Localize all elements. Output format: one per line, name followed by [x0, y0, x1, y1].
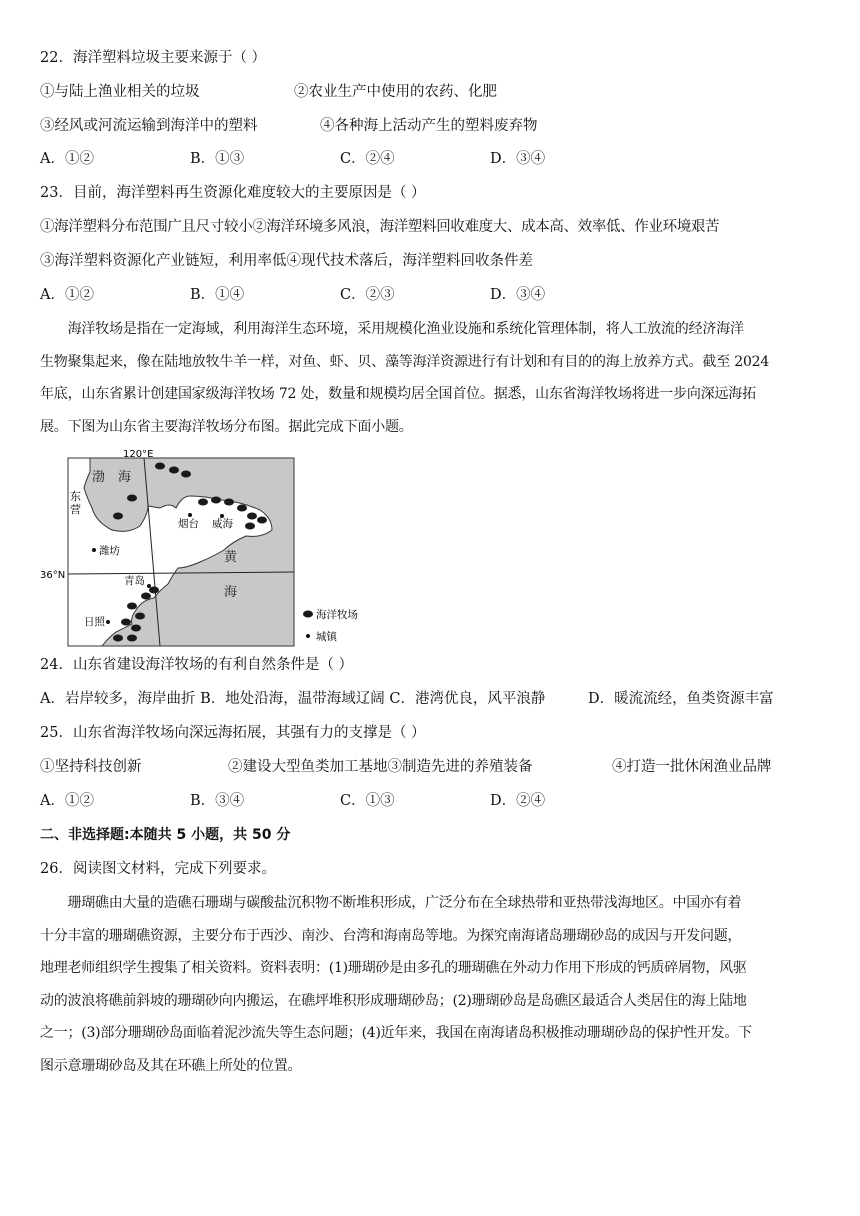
- section-heading: 二、非选择题:本随共 5 小题，共 50 分: [40, 827, 291, 843]
- q22-statement-2: ②农业生产中使用的农药、化肥: [294, 84, 497, 100]
- ocean-ranch-marker: [113, 513, 123, 520]
- ocean-ranch-marker: [149, 587, 159, 594]
- ocean-ranch-marker: [127, 603, 137, 610]
- shandong-ocean-ranch-map: [36, 450, 376, 650]
- q25-statement-4: ④打造一批休闲渔业品牌: [612, 759, 772, 775]
- ocean-ranch-marker: [247, 513, 257, 520]
- q22-statement-4: ④各种海上活动产生的塑料废弃物: [320, 118, 538, 134]
- map-lon-label: 120°E: [123, 450, 154, 460]
- q25-statement-1: ①坚持科技创新: [40, 759, 142, 775]
- ocean-ranch-marker: [141, 593, 151, 600]
- ocean-ranch-marker: [211, 497, 221, 504]
- ocean-ranch-marker: [224, 499, 234, 506]
- passage-line: 动的波浪将礁前斜坡的珊瑚砂向内搬运，在礁坪堆积形成珊瑚砂岛；(2)珊瑚砂岛是岛礁区最适合人类居住的海上陆地: [40, 992, 747, 1009]
- passage-line: 年底，山东省累计创建国家级海洋牧场 72 处，数量和规模均居全国首位。据悉，山东省海洋牧场将进一步向深远海拓: [40, 386, 756, 402]
- q23-option-d: D．③④: [490, 287, 546, 303]
- legend-ranch-symbol: [303, 611, 313, 618]
- map-city-weihai: 威海: [212, 518, 233, 530]
- map-city-yantai: 烟台: [178, 518, 199, 530]
- passage-line: 展。下图为山东省主要海洋牧场分布图。据此完成下面小题。: [40, 418, 413, 435]
- passage-line: 十分丰富的珊瑚礁资源，主要分布于西沙、南沙、台湾和海南岛等地。为探究南海诸岛珊瑚砂岛的成因与开发问题，: [40, 927, 742, 944]
- map-huanghai-label-2: 海: [224, 585, 238, 600]
- q25-option-d: D．②④: [490, 793, 546, 809]
- q23-statements-line2: ③海洋塑料资源化产业链短，利用率低④现代技术落后，海洋塑料回收条件差: [40, 253, 533, 269]
- passage-ocean-ranch: [40, 313, 820, 443]
- q24-option-d: D．暖流流经，鱼类资源丰富: [588, 691, 774, 707]
- map-town-marker: [106, 620, 110, 624]
- ocean-ranch-marker: [131, 625, 141, 632]
- q25-stem: 25．山东省海洋牧场向深远海拓展，其强有力的支撑是（ ）: [40, 725, 426, 741]
- legend-town-label: 城镇: [316, 631, 337, 643]
- map-city-weifang: 潍坊: [99, 545, 120, 557]
- legend-ranch-label: 海洋牧场: [316, 609, 358, 621]
- q23-option-b: B．①④: [190, 287, 245, 303]
- q24-options-abc: A．岩岸较多，海岸曲折 B．地处沿海，温带海域辽阔 C．港湾优良，风平浪静: [40, 691, 546, 707]
- ocean-ranch-marker: [245, 523, 255, 530]
- passage-line: 之一；(3)部分珊瑚砂岛面临着泥沙流失等生态问题；(4)近年来，我国在南海诸岛积极推动珊瑚砂岛的保护性开发。下: [40, 1025, 752, 1041]
- ocean-ranch-marker: [113, 635, 123, 642]
- ocean-ranch-marker: [181, 471, 191, 478]
- map-town-marker: [92, 548, 96, 552]
- q22-option-d: D．③④: [490, 151, 546, 167]
- q25-option-b: B．③④: [190, 793, 245, 809]
- map-huanghai-label-1: 黄: [224, 550, 238, 565]
- q23-stem: 23．目前，海洋塑料再生资源化难度较大的主要原因是（ ）: [40, 185, 426, 201]
- map-city-dongying-1: 东: [70, 490, 81, 503]
- passage-coral-island: [40, 887, 820, 1082]
- passage-line: 珊瑚礁由大量的造礁石珊瑚与碳酸盐沉积物不断堆积形成，广泛分布在全球热带和亚热带浅海地区。中国亦有着: [40, 895, 742, 911]
- map-bohai-label-1: 渤: [92, 470, 106, 485]
- q22-statement-1: ①与陆上渔业相关的垃圾: [40, 84, 200, 100]
- ocean-ranch-marker: [121, 619, 131, 626]
- ocean-ranch-marker: [257, 517, 267, 524]
- ocean-ranch-marker: [198, 499, 208, 506]
- passage-line: 生物聚集起来，像在陆地放牧牛羊一样，对鱼、虾、贝、藻等海洋资源进行有计划和有目的的海上放养方式。截至 2024: [40, 353, 770, 370]
- q23-statements-line1: ①海洋塑料分布范围广且尺寸较小②海洋环境多风浪，海洋塑料回收难度大、成本高、效率低、作业环境艰苦: [40, 219, 720, 235]
- map-lat-label: 36°N: [40, 570, 66, 581]
- passage-line: 海洋牧场是指在一定海域，利用海洋生态环境，采用规模化渔业设施和系统化管理体制，将人工放流的经济海洋: [40, 321, 744, 337]
- map-city-rizhao: 日照: [84, 616, 105, 628]
- map-town-marker: [147, 584, 151, 588]
- ocean-ranch-marker: [169, 467, 179, 474]
- q22-option-b: B．①③: [190, 151, 245, 167]
- legend-town-symbol: [306, 634, 310, 638]
- map-town-marker: [188, 513, 192, 517]
- map-city-qingdao: 青岛: [124, 575, 145, 587]
- q22-option-a: A．①②: [40, 151, 94, 167]
- ocean-ranch-marker: [155, 463, 165, 470]
- q23-option-c: C．②③: [340, 287, 395, 303]
- map-city-dongying-2: 营: [70, 503, 81, 516]
- ocean-ranch-marker: [237, 505, 247, 512]
- q25-statement-2-3: ②建设大型鱼类加工基地③制造先进的养殖装备: [228, 759, 533, 775]
- q23-option-a: A．①②: [40, 287, 94, 303]
- q25-option-c: C．①③: [340, 793, 395, 809]
- q25-option-a: A．①②: [40, 793, 94, 809]
- ocean-ranch-marker: [135, 613, 145, 620]
- q24-stem: 24．山东省建设海洋牧场的有利自然条件是（ ）: [40, 657, 354, 673]
- passage-line: 地理老师组织学生搜集了相关资料。资料表明：(1)珊瑚砂是由多孔的珊瑚礁在外动力作用下形成的钙质碎屑物，风驱: [40, 960, 747, 976]
- q22-option-c: C．②④: [340, 151, 395, 167]
- passage-line: 图示意珊瑚砂岛及其在环礁上所处的位置。: [40, 1057, 302, 1074]
- q22-stem: 22．海洋塑料垃圾主要来源于（ ）: [40, 50, 267, 66]
- ocean-ranch-marker: [127, 635, 137, 642]
- ocean-ranch-marker: [127, 495, 137, 502]
- q26-stem: 26．阅读图文材料，完成下列要求。: [40, 861, 276, 877]
- q22-statement-3: ③经风或河流运输到海洋中的塑料: [40, 118, 258, 134]
- map-bohai-label-2: 海: [118, 470, 132, 485]
